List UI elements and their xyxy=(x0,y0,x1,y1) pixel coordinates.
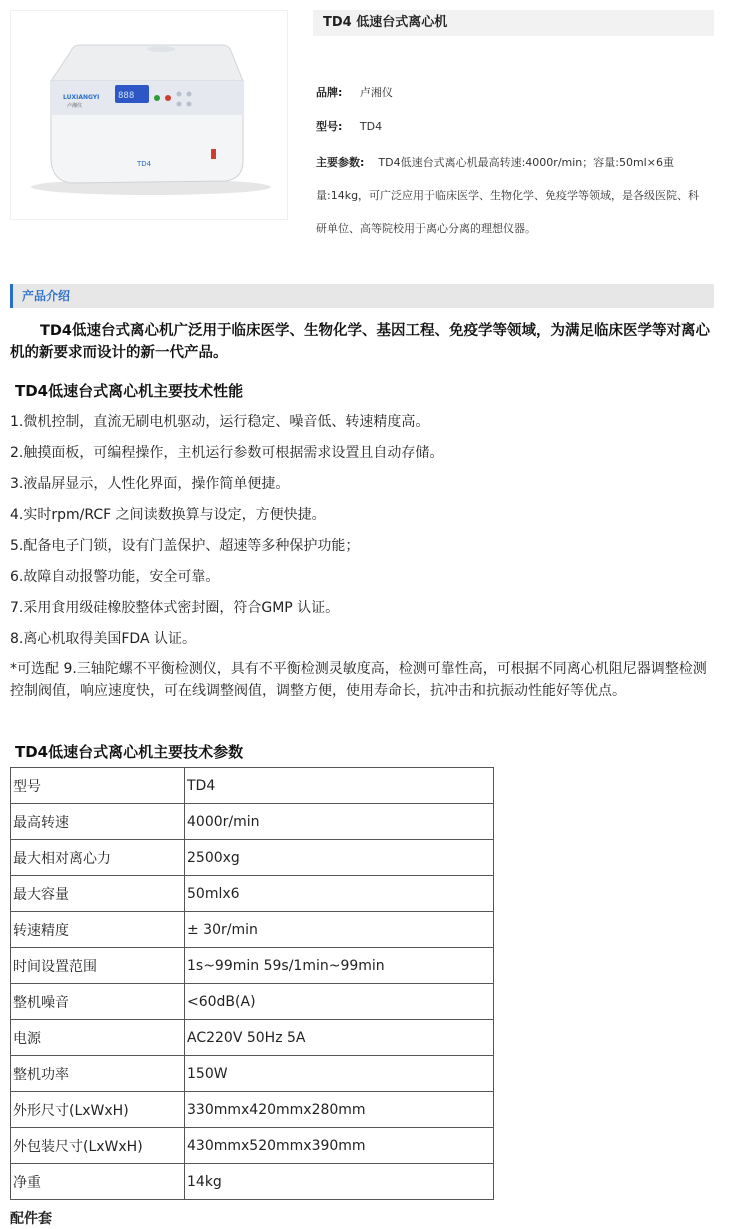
brand-label: 品牌: xyxy=(316,86,343,99)
svg-text:888: 888 xyxy=(118,91,135,101)
table-row xyxy=(11,1056,494,1092)
feature-item: 2.触摸面板，可编程操作，主机运行参数可根据需求设置且自动存储。 xyxy=(10,445,444,461)
table-row xyxy=(11,840,494,876)
spec-name: 外包装尺寸(LxWxH) xyxy=(11,1128,185,1164)
feature-item: 4.实时rpm/RCF 之间读数换算与设定，方便快捷。 xyxy=(10,507,326,523)
spec-name: 转速精度 xyxy=(11,912,185,948)
feature-item: 1.微机控制，直流无刷电机驱动，运行稳定、噪音低、转速精度高。 xyxy=(10,414,430,430)
feature-item: 7.采用食用级硅橡胶整体式密封圈，符合GMP 认证。 xyxy=(10,600,340,616)
product-title: TD4 低速台式离心机 xyxy=(313,10,714,36)
next-heading-partial: 配件套 xyxy=(10,1211,52,1227)
feature-item: 3.液晶屏显示，人性化界面，操作简单便捷。 xyxy=(10,476,290,492)
spec-value: 2500xg xyxy=(185,840,494,876)
spec-name: 最高转速 xyxy=(11,804,185,840)
spec-name: 电源 xyxy=(11,1020,185,1056)
spec-value: TD4 xyxy=(185,768,494,804)
model-label-on-device: TD4 xyxy=(137,160,152,168)
spec-value: <60dB(A) xyxy=(185,984,494,1020)
spec-name: 型号 xyxy=(11,768,185,804)
spec-value: 430mmx520mmx390mm xyxy=(185,1128,494,1164)
feature-item: 6.故障自动报警功能，安全可靠。 xyxy=(10,569,220,585)
spec-name: 外形尺寸(LxWxH) xyxy=(11,1092,185,1128)
table-row xyxy=(11,1164,494,1200)
table-row xyxy=(11,912,494,948)
brand-value: 卢湘仪 xyxy=(359,86,393,99)
brand-row xyxy=(316,84,393,100)
spec-value: 50mlx6 xyxy=(185,876,494,912)
table-row xyxy=(11,1128,494,1164)
specs-table xyxy=(10,767,494,1200)
params-label: 主要参数: xyxy=(316,156,365,169)
table-row xyxy=(11,1020,494,1056)
model-label: 型号: xyxy=(316,120,343,133)
optional-note: *可选配 9.三轴陀螺不平衡检测仪，具有不平衡检测灵敏度高，检测可靠性高，可根据不同离心机阻尼器调整检测控制阀值，响应速度快，可在线调整阀值，调整方便，使用寿命长，抗冲击和抗振动性能好等优点。 xyxy=(10,661,707,699)
centrifuge-illustration xyxy=(11,11,287,219)
spec-value: 14kg xyxy=(185,1164,494,1200)
table-row xyxy=(11,804,494,840)
spec-name: 时间设置范围 xyxy=(11,948,185,984)
table-row xyxy=(11,876,494,912)
table-row xyxy=(11,1092,494,1128)
spec-name: 整机噪音 xyxy=(11,984,185,1020)
model-row xyxy=(316,118,382,134)
spec-value: 4000r/min xyxy=(185,804,494,840)
spec-value: ± 30r/min xyxy=(185,912,494,948)
params-row xyxy=(316,146,710,245)
spec-value: 150W xyxy=(185,1056,494,1092)
spec-value: 330mmx420mmx280mm xyxy=(185,1092,494,1128)
model-value: TD4 xyxy=(359,120,383,133)
spec-value: AC220V 50Hz 5A xyxy=(185,1020,494,1056)
feature-item: 5.配备电子门锁，设有门盖保护、超速等多种保护功能； xyxy=(10,538,360,554)
table-row xyxy=(11,768,494,804)
spec-name: 最大容量 xyxy=(11,876,185,912)
table-row xyxy=(11,948,494,984)
spec-name: 最大相对离心力 xyxy=(11,840,185,876)
brand-logo-sub: 卢湘仪 xyxy=(67,103,83,109)
brand-logo: LUXIANGYI xyxy=(63,94,100,101)
table-row xyxy=(11,984,494,1020)
spec-name: 整机功率 xyxy=(11,1056,185,1092)
intro-paragraph: TD4低速台式离心机广泛用于临床医学、生物化学、基因工程、免疫学等领域，为满足临床医学等对离心机的新要求而设计的新一代产品。 xyxy=(10,323,711,361)
product-image xyxy=(10,10,288,220)
spec-value: 1s~99min 59s/1min~99min xyxy=(185,948,494,984)
params-value: TD4低速台式离心机最高转速:4000r/min；容量:50ml×6重量:14kg，可广泛应用于临床医学、生物化学、免疫学等领域，是各级医院、科研单位、高等院校用于离心分离的理想仪器。 xyxy=(316,156,700,235)
specs-heading: TD4低速台式离心机主要技术参数 xyxy=(15,743,244,761)
spec-name: 净重 xyxy=(11,1164,185,1200)
feature-item: 8.离心机取得美国FDA 认证。 xyxy=(10,631,196,647)
features-heading: TD4低速台式离心机主要技术性能 xyxy=(15,382,244,400)
section-title: 产品介绍 xyxy=(10,284,714,308)
